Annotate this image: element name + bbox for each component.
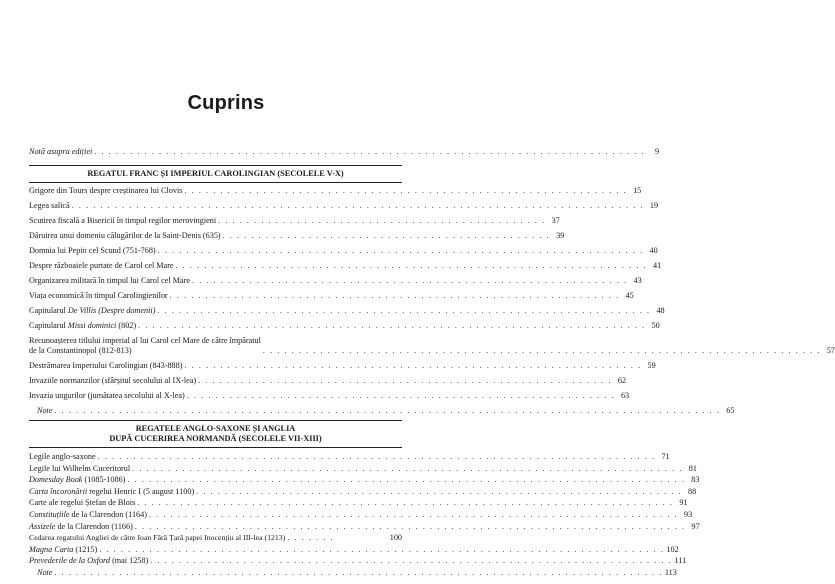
leader-dots: . . . . . . . . . . . . . . . . . . . . . . . . . . . . . . . . . . . . . . . . . . . . . . . . . . . . . . . . . . . . . . . [169, 291, 620, 300]
toc-entry[interactable] [29, 306, 665, 316]
toc-entry-label: (1215) [73, 544, 98, 554]
toc-entry[interactable] [29, 216, 560, 226]
toc-entry-label: regelui Henric I (5 august 1100) [87, 486, 195, 496]
leader-dots: . . . . . . . . . . . . . . . . . . . . . . . . . . . . . . . . . . . . . . . . . . . . . . . . . . . . . . . . . . . . . . . . . . . . . . . . . [150, 556, 673, 566]
toc-entry-page: 15 [633, 186, 642, 195]
section-rule-top [29, 420, 402, 421]
toc-entry-label: (1085-1086) [82, 475, 126, 485]
toc-entry-label-italic: De Villis (Despre domenii) [67, 306, 156, 315]
leader-dots: . . . . . . . . . . . . . . . . . . . . . . . . . . . . . . . . . . . . . . . . . . . . . . [222, 231, 551, 240]
toc-entry[interactable] [29, 475, 700, 485]
toc-entry-page: 81 [688, 463, 697, 473]
toc-entry-page: 91 [679, 498, 688, 508]
toc-entry-label: Notă asupra ediției [29, 147, 93, 156]
toc-entry[interactable] [29, 556, 687, 566]
section-rule-bottom [29, 447, 402, 448]
toc-entry-label: Scutirea fiscală a Bisericii în timpul regilor merovingieni [29, 216, 217, 225]
toc-entry-label: Legile lui Wilhelm Cuceritorul [29, 463, 131, 473]
toc-entry[interactable] [29, 521, 700, 532]
leader-dots: . . . . . . . . . . . . . . . . . . . . . . . . . . . . . . . . . . . . . . . . . . . . . . . . . . . . . . . . . . . . . . . . . . . . [196, 486, 683, 496]
toc-entry-page: 88 [687, 486, 697, 496]
leader-dots: . . . . . . . . . . . . . . . . . . . . . . . . . . . . . . . . . . . . . . . . . . . . . . . . . . . . . . . . . . . . . . . . . . . . . . . . . . . . . . . . . . . . . [54, 568, 663, 577]
toc-entry[interactable] [29, 231, 565, 241]
toc-entry-label: Despre războaiele purtate de Carol cel Mare [29, 261, 174, 270]
toc-entry-label: Note [37, 406, 53, 415]
toc-entry[interactable] [29, 276, 642, 286]
toc-entry-label: Legile anglo-saxone [29, 452, 96, 461]
toc-entry-page: 41 [653, 261, 662, 270]
toc-entry-label: Note [37, 568, 53, 577]
page-title: Cuprins [187, 92, 265, 114]
leader-dots: . . . . . . . . . . . . . . . . . . . . . . . . . . . . . . . . . . . . . . . . . . . . . . . . . . . . . . . . . . . . . . . . . . . . . . . . . . . . . . [97, 452, 656, 461]
leader-dots: . . . . . . . . . . . . . . . . . . . . . . . . . . . . . . . . . . . . . . . . . . . . . . . . . . . . . . . . . . . . . . . . . . . . . . . . . . . . . . . . . . . . . . . . . . . . . [54, 406, 721, 415]
toc-entry-label: Capitularul [29, 321, 68, 330]
toc-entry-label: (802) [116, 321, 137, 330]
toc-entry-label: Organizarea militară în timpul lui Carol cel Mare [29, 276, 191, 285]
toc-entry[interactable] [29, 336, 835, 356]
leader-dots: . . . . . . . . . . . . . . . . . . . . . . . . . . . . . . . . . . . . . . . . . . . . . . . . . . . . . . . . . . [198, 376, 613, 385]
section-rule-top [29, 165, 402, 166]
toc-entry-notes[interactable] [37, 406, 735, 416]
toc-entry[interactable] [29, 498, 688, 508]
leader-dots: . . . . . . . . . . . . . . . . . . . . . . . . . . . . . . . . . . . . . . . . . . . . . . . . . . . . . . . . . . . . . . . . . . . . . . . . . . . . . . . . [71, 201, 645, 210]
section-heading-2 [29, 424, 402, 444]
toc-entry[interactable] [29, 463, 697, 474]
toc-entry-page: 9 [654, 147, 660, 156]
toc-entry-label: Destrămarea Imperiului Carolingian (843-888) [29, 361, 183, 370]
leader-dots: . . . . . . . . . . . . . . . . . . . . . . . . . . . . . . . . . . . . . . . . . . . . . . . . . . . . . . . . . . . . . . . . . . . . . . . . . . . . . [132, 463, 683, 473]
toc-entry-page: 102 [666, 544, 679, 554]
toc-entry-page: 57 [826, 346, 835, 355]
leader-dots: . . . . . . . . . . . . . . . . . . . . . . . . . . . . . . . . . . . . . . . . . . . . . . . . . . . . . . . . . . . . . . . . [184, 361, 642, 370]
section-heading-line: REGATELE ANGLO-SAXONE ȘI ANGLIA [135, 424, 296, 433]
toc-entry-page: 83 [691, 475, 700, 485]
toc-entry-label: Invaziile normanzilor (sfârșitul secolului al IX-lea) [29, 376, 197, 385]
toc-entry-page: 40 [649, 246, 658, 255]
toc-entry-page: 59 [647, 361, 656, 370]
toc-entry[interactable] [29, 510, 693, 520]
toc-entry[interactable] [29, 321, 660, 331]
toc-entry-page: 100 [389, 533, 402, 543]
toc-entry-page: 39 [556, 231, 565, 240]
leader-dots: . . . . . . . . . . . . . . . . . . . . . . . . . . . . . . . . . . . . . . . . . . . . . . [218, 216, 546, 225]
toc-entry-label: Viața economică în timpul Carolingienilor [29, 291, 168, 300]
toc-entry-label-italic: Assizele [29, 521, 56, 531]
toc-entry-label: Domnia lui Pepin cel Scund (751-768) [29, 246, 156, 255]
toc-entry-page: 111 [674, 556, 687, 566]
toc-entry-page: 62 [617, 376, 627, 385]
toc-entry-label-italic: Missi dominici [67, 321, 117, 330]
leader-dots: . . . . . . . . . . . . . . . . . . . . . . . . . . . . . . . . . . . . . . . . . . . . . . . . . . . . . . . . . . . . . . . . . . . . . . . . . . . . . . [262, 346, 821, 355]
leader-dots: . . . . . . . . . . . . . . . . . . . . . . . . . . . . . . . . . . . . . . . . . . . . . . . . . . . . . . . . . . . . . . . . . . . . . . . . . . [148, 510, 679, 519]
leader-dots: . . . . . . . . . . . . . . . . . . . . . . . . . . . . . . . . . . . . . . . . . . . . . . . . . . . . . . . . . . . . . . . . . . . . [157, 246, 644, 255]
leader-dots: . . . . . . . . . . . . . . . . . . . . . . . . . . . . . . . . . . . . . . . . . . . . . . . . . . . . . . . . . . . . . . . . . . . . . [157, 306, 651, 315]
toc-entry-label-italic: Magna Carta [29, 544, 74, 554]
toc-entry-label-italic: Domesday Book [29, 475, 83, 485]
section-heading-1: REGATUL FRANC ȘI IMPERIUL CAROLINGIAN (SECOLELE V-X) [87, 169, 344, 178]
toc-entry-label: Invazia ungurilor (jumătatea secolului al X-lea) [29, 391, 185, 400]
toc-entry-label: Legea salică [29, 201, 70, 210]
leader-dots: . . . . . . . . . . . . . . . . . . . . . . . . . . . . . . . . . . . . . . . . . . . . . . . . . . . . . . . . . . . . . . . . . . [175, 261, 648, 270]
toc-entry[interactable] [29, 376, 627, 386]
toc-entry-label: Carte ale regelui Ștefan de Blois [29, 498, 136, 508]
leader-dots: . . . . . . . [287, 533, 335, 543]
toc-entry-page: 71 [661, 452, 670, 461]
toc-entry-page: 113 [664, 568, 677, 577]
leader-dots: . . . . . . . . . . . . . . . . . . . . . . . . . . . . . . . . . . . . . . . . . . . . . . . . . . . . . . . . . . . . . . . . . . . . . . . . . . . . . [94, 147, 646, 156]
toc-entry-notes[interactable] [37, 568, 677, 578]
toc-entry-page: 43 [633, 276, 642, 285]
toc-entry-page: 37 [551, 216, 560, 225]
toc-entry[interactable] [29, 452, 670, 462]
toc-entry[interactable] [29, 533, 402, 543]
toc-entry[interactable] [29, 201, 659, 211]
toc-entry-label: (mai 1258) [110, 556, 149, 566]
toc-entry-page: 50 [651, 321, 660, 330]
leader-dots: . . . . . . . . . . . . . . . . . . . . . . . . . . . . . . . . . . . . . . . . . . . . . . . . . . . . . . . . . . . . . . . . . . . . . . . . . . . [137, 498, 674, 508]
toc-entry-page: 93 [683, 510, 693, 519]
toc-entry[interactable] [29, 291, 634, 301]
toc-entry-label: Cedarea regatului Angliei de către Ioan Fără Țară papei Inocențiu al III-lea (1213) [29, 533, 286, 543]
toc-entry-label: Capitularul [29, 306, 68, 315]
leader-dots: . . . . . . . . . . . . . . . . . . . . . . . . . . . . . . . . . . . . . . . . . . . . . . . . . . . . . . . . . . . . . . . . . . . . . . . . . . . . . . [127, 475, 686, 485]
toc-entry-page: 45 [625, 291, 634, 300]
leader-dots: . . . . . . . . . . . . . . . . . . . . . . . . . . . . . . . . . . . . . . . . . . . . . . . . . . . . . . . . . . . . . [192, 276, 628, 285]
leader-dots: . . . . . . . . . . . . . . . . . . . . . . . . . . . . . . . . . . . . . . . . . . . . . . . . . . . . . . . . . . . . . . [184, 186, 628, 195]
toc-entry-label: de la Constantinopol (812-813) [29, 346, 132, 355]
toc-entry-label-italic: Prevederile de la Oxford [29, 556, 111, 566]
toc-entry[interactable] [29, 544, 679, 555]
leader-dots: . . . . . . . . . . . . . . . . . . . . . . . . . . . . . . . . . . . . . . . . . . . . . . . . . . . . . . . . . . . . . . . . . . . . . . . . . . . . . [134, 521, 686, 531]
toc-entry[interactable] [29, 186, 642, 196]
toc-entry[interactable] [29, 261, 662, 271]
toc-entry[interactable] [29, 486, 697, 497]
section-heading-line: DUPĂ CUCERIREA NORMANDĂ (SECOLELE VII-XIII) [109, 434, 322, 443]
leader-dots: . . . . . . . . . . . . . . . . . . . . . . . . . . . . . . . . . . . . . . . . . . . . . . . . . . . . . . . . . . . . . . . . . . . . . . . [138, 321, 646, 330]
toc-entry-page: 65 [726, 406, 735, 415]
toc-entry-page: 63 [620, 391, 630, 400]
toc-entry-label: Recunoașterea titlului imperial al lui Carol cel Mare de către împăratul [29, 336, 261, 345]
toc-entry[interactable] [29, 361, 656, 371]
toc-entry-intro[interactable] [29, 147, 660, 157]
toc-entry[interactable] [29, 391, 630, 401]
toc-entry-page: 97 [691, 521, 700, 531]
toc-entry-page: 19 [649, 201, 659, 210]
leader-dots: . . . . . . . . . . . . . . . . . . . . . . . . . . . . . . . . . . . . . . . . . . . . . . . . . . . . . . . . . . . . [186, 391, 616, 400]
toc-entry-label: de la Clarendon (1166) [55, 521, 133, 531]
toc-entry-label: Grigore din Tours despre creștinarea lui Clovis [29, 186, 183, 195]
toc-entry[interactable] [29, 246, 658, 256]
toc-entry-page: 48 [656, 306, 665, 315]
leader-dots: . . . . . . . . . . . . . . . . . . . . . . . . . . . . . . . . . . . . . . . . . . . . . . . . . . . . . . . . . . . . . . . . . . . . . . . . . . . . . . . [99, 544, 665, 554]
toc-entry-label-italic: Constituțiile [29, 510, 70, 519]
toc-entry-label: Dăruirea unui domeniu călugărilor de la Saint-Denis (635) [29, 231, 221, 240]
section-rule-bottom [29, 182, 402, 183]
toc-entry-label-italic: Carta încoronării [29, 486, 88, 496]
toc-entry-label: de la Clarendon (1164) [69, 510, 147, 519]
